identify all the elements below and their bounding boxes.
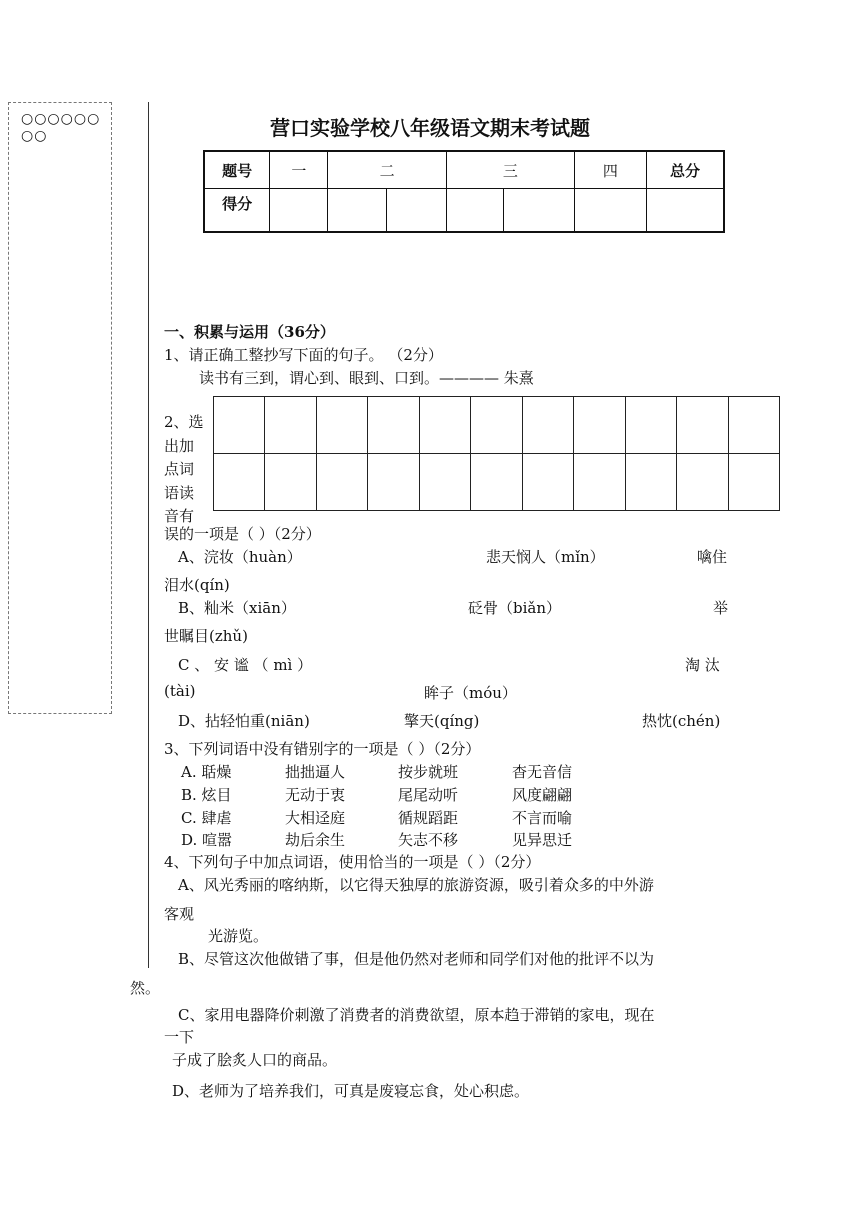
grid-cell[interactable] <box>471 397 522 454</box>
q3-option-cell: 按步就班 <box>398 763 459 781</box>
q2-option-b: B、籼米（xiān） <box>178 599 296 617</box>
q3-option-cell: 不言而喻 <box>512 809 573 827</box>
grid-cell[interactable] <box>677 454 728 511</box>
grid-cell[interactable] <box>214 397 265 454</box>
q3-option-cell: 风度翩翩 <box>512 786 573 804</box>
grid-cell[interactable] <box>471 454 522 511</box>
grid-cell[interactable] <box>316 397 367 454</box>
score-cell[interactable] <box>646 189 724 233</box>
grid-cell[interactable] <box>316 454 367 511</box>
q3-option-cell: 矢志不移 <box>398 831 459 849</box>
q3-option-cell: 大相迳庭 <box>285 809 346 827</box>
grid-cell[interactable] <box>419 454 470 511</box>
section-heading: 一、积累与运用（36分） <box>164 323 335 341</box>
q4-option-b: B、尽管这次他做错了事，但是他仍然对老师和同学们对他的批评不以为 <box>178 950 655 968</box>
writing-grid[interactable] <box>213 396 780 511</box>
q2-option-d-part2: 擎天(qíng) <box>404 712 480 730</box>
score-header-cell: 题号 <box>204 151 270 189</box>
q4-option-c-cont: 一下 <box>164 1028 195 1046</box>
question-2-side-text: 2、选出加点词语读音有 <box>164 413 204 525</box>
question-3: 3、下列词语中没有错别字的一项是（ ）（2分） <box>164 740 481 758</box>
q2-option-b-part3-cont: 世瞩目(zhǔ) <box>164 627 248 645</box>
grid-cell[interactable] <box>677 397 728 454</box>
q2-option-a-part3: 噙住 <box>697 548 728 566</box>
grid-cell[interactable] <box>522 454 573 511</box>
score-table <box>203 150 725 233</box>
grid-cell[interactable] <box>265 454 316 511</box>
q3-option-cell: C. 肆虐 <box>181 809 232 827</box>
q4-option-c: C、家用电器降价刺激了消费者的消费欲望，原本趋于滞销的家电，现在 <box>178 1006 655 1024</box>
q3-option-cell: 无动于衷 <box>285 786 346 804</box>
binding-margin-box <box>8 102 112 714</box>
q3-option-cell: 见异思迁 <box>512 831 573 849</box>
score-cell[interactable] <box>446 189 503 233</box>
score-header-cell: 二 <box>328 151 446 189</box>
grid-cell[interactable] <box>522 397 573 454</box>
grid-cell[interactable] <box>574 454 625 511</box>
score-header-cell: 三 <box>446 151 574 189</box>
q2-option-c-part2: 淘 汰 <box>685 656 720 674</box>
grid-cell[interactable] <box>419 397 470 454</box>
score-cell[interactable] <box>503 189 574 233</box>
score-cell[interactable] <box>574 189 646 233</box>
grid-cell[interactable] <box>368 454 419 511</box>
score-header-cell: 四 <box>574 151 646 189</box>
q3-option-cell: 循规蹈距 <box>398 809 459 827</box>
score-cell[interactable] <box>328 189 386 233</box>
question-2: 误的一项是（ ）（2分） <box>164 525 321 543</box>
q3-option-cell: A. 聒燥 <box>181 763 232 781</box>
score-header-cell: 一 <box>270 151 328 189</box>
q3-option-cell: D. 喧嚣 <box>181 831 233 849</box>
grid-cell[interactable] <box>728 397 779 454</box>
question-1: 1、请正确工整抄写下面的句子。 （2分） <box>164 346 443 364</box>
q4-option-d: D、老师为了培养我们，可真是废寝忘食，处心积虑。 <box>172 1082 530 1100</box>
q4-option-a: A、风光秀丽的喀纳斯，以它得天独厚的旅游资源，吸引着众多的中外游 <box>178 876 654 894</box>
q2-option-c-part2-cont: (tài) <box>164 682 196 700</box>
binding-circles: ○○○○○○○○ <box>21 111 101 144</box>
question-1-quote: 读书有三到，谓心到、眼到、口到。———— 朱熹 <box>199 369 534 387</box>
grid-cell[interactable] <box>728 454 779 511</box>
q2-option-c-part3: 眸子（móu） <box>424 684 517 702</box>
score-cell[interactable] <box>386 189 446 233</box>
page-title: 营口实验学校八年级语文期末考试题 <box>270 116 590 140</box>
score-cell[interactable] <box>270 189 328 233</box>
q2-option-b-part3: 举 <box>713 599 729 617</box>
q2-option-c: C 、 安 谧 （ mì ） <box>178 656 313 674</box>
q4-option-b-cont: 然。 <box>130 979 161 997</box>
question-4: 4、下列句子中加点词语，使用恰当的一项是（ ）（2分） <box>164 853 541 871</box>
q2-option-b-part2: 砭骨（biǎn） <box>468 599 562 617</box>
q3-option-cell: 杳无音信 <box>512 763 573 781</box>
q3-option-cell: 劫后余生 <box>285 831 346 849</box>
q2-option-a-part3-cont: 泪水(qín) <box>164 576 230 594</box>
q4-option-a-cont2: 光游览。 <box>208 927 269 945</box>
grid-cell[interactable] <box>574 397 625 454</box>
q2-option-d-part3: 热忱(chén) <box>642 712 721 730</box>
grid-cell[interactable] <box>214 454 265 511</box>
q3-option-cell: 尾尾动听 <box>398 786 459 804</box>
score-header-cell: 总分 <box>646 151 724 189</box>
binding-line <box>148 102 149 968</box>
q2-option-a-part2: 悲天悯人（mǐn） <box>486 548 605 566</box>
q2-option-d: D、拈轻怕重(niān) <box>178 712 310 730</box>
q3-option-cell: 拙拙逼人 <box>285 763 346 781</box>
grid-cell[interactable] <box>265 397 316 454</box>
q4-option-a-cont: 客观 <box>164 905 195 923</box>
grid-cell[interactable] <box>368 397 419 454</box>
grid-cell[interactable] <box>625 454 676 511</box>
score-row-label: 得分 <box>204 189 270 233</box>
q3-option-cell: B. 炫目 <box>181 786 232 804</box>
q2-option-a: A、浣妆（huàn） <box>178 548 302 566</box>
q4-option-c-cont2: 子成了脍炙人口的商品。 <box>172 1051 338 1069</box>
grid-cell[interactable] <box>625 397 676 454</box>
